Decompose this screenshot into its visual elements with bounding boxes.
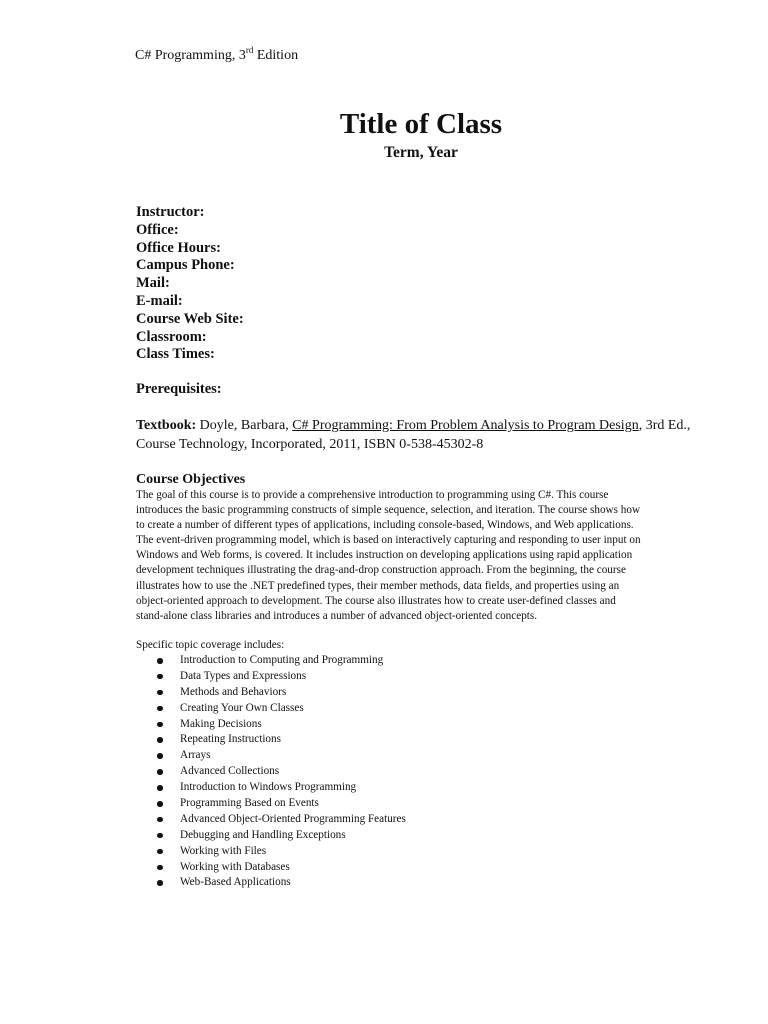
topic-text: Advanced Object-Oriented Programming Features [180,812,406,825]
header-text-end: Edition [253,48,299,63]
info-field-campus-phone: Campus Phone: [136,257,235,274]
topic-text: Repeating Instructions [180,733,281,746]
header-text: C# Programming, 3 [135,48,246,63]
term-year: Term, Year [384,144,458,161]
textbook-label: Textbook: [136,418,197,433]
topic-text: Data Types and Expressions [180,669,307,682]
bullet-icon [157,658,163,664]
topic-text: Introduction to Windows Programming [180,781,357,794]
bullet-icon [157,769,163,775]
bullet-icon [157,690,163,696]
objectives-line: The event-driven programming model, which is based on interactively capturing and responding to user input on [136,534,641,547]
topic-text: Debugging and Handling Exceptions [180,828,346,841]
objectives-line: illustrates how to use the .NET predefined types, their member methods, data fields, and properties using an [136,579,620,592]
topic-text: Introduction to Computing and Programming [180,654,384,666]
prerequisites-label: Prerequisites: [136,381,222,397]
objectives-paragraph [136,488,716,624]
topic-text: Programming Based on Events [180,797,319,810]
bullet-icon [157,880,163,886]
bullet-icon [157,849,163,855]
bullet-icon [157,753,163,759]
topic-text: Working with Files [180,844,267,857]
info-field-mail: Mail: [136,275,170,292]
info-field-office: Office: [136,221,179,238]
textbook-author: Doyle, Barbara, [196,418,293,433]
bullet-icon [157,785,163,791]
objectives-heading: Course Objectives [136,472,246,487]
textbook-details: , 3rd Ed., Course Technology, Incorporated, 2011, ISBN 0-538-45302-8 [136,418,691,452]
topic-text: Creating Your Own Classes [180,701,304,714]
info-field-classroom: Classroom: [136,328,207,345]
info-field-email: E-mail: [136,292,183,309]
topic-text: Making Decisions [180,717,262,730]
textbook-paragraph [136,417,716,454]
objectives-line: introduces the basic programming constructs of simple sequence, selection, and iteration. The course shows how [136,504,641,517]
bullet-icon [157,833,163,839]
objectives-line: object-oriented approach to development. The course also illustrates how to create user-defined classes and [136,594,616,607]
bullet-icon [157,706,163,712]
textbook-title: C# Programming: From Problem Analysis to Program Design [292,418,639,433]
topic-text: Working with Databases [180,860,290,873]
class-title: Title of Class [339,108,503,140]
objectives-line: stand-alone class libraries and introduces a number of advanced object-oriented concepts. [136,609,538,622]
objectives-line: development techniques illustrating the drag-and-drop construction approach. From the beginning, the course [136,564,626,577]
bullet-icon [157,817,163,823]
header-superscript: rd [245,45,254,55]
info-field-class-times: Class Times: [136,346,215,363]
objectives-line: Windows and Web forms, is covered. It includes instruction on developing applications using rapid application [136,549,633,562]
objectives-line: to create a number of different types of applications, including console-based, Windows, and Web applications. [136,519,634,532]
topic-text: Methods and Behaviors [180,685,287,698]
topic-text: Arrays [180,749,211,762]
info-field-office-hours: Office Hours: [136,239,221,256]
running-header [135,47,298,65]
topic-text: Advanced Collections [180,765,280,778]
bullet-icon [157,674,163,680]
info-field-instructor: Instructor: [136,204,205,220]
info-field-course-web-site: Course Web Site: [136,310,244,327]
topic-text: Web-Based Applications [180,876,291,889]
instructor-info-list [136,204,244,364]
bullet-icon [157,722,163,728]
bullet-icon [157,865,163,871]
objectives-line: The goal of this course is to provide a comprehensive introduction to programming using C#. This course [136,489,609,501]
bullet-icon [157,737,163,743]
bullet-icon [157,801,163,807]
topics-intro: Specific topic coverage includes: [136,639,285,651]
